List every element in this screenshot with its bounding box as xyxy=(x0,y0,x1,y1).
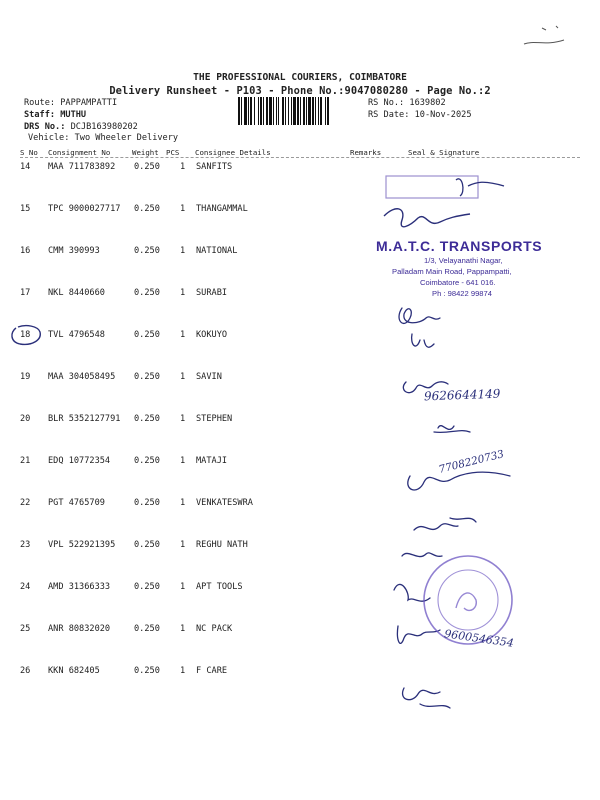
row-sno: 21 xyxy=(20,456,31,466)
row-weight: 0.250 xyxy=(134,372,160,382)
row-consignee: SANFITS xyxy=(196,162,233,172)
rs-date-label: RS Date: xyxy=(368,110,410,120)
stamp-name: M.A.T.C. TRANSPORTS xyxy=(376,238,543,254)
drs-line xyxy=(24,122,138,132)
drs-label: DRS No.: xyxy=(24,122,66,132)
row-consignee: APT TOOLS xyxy=(196,582,243,592)
handwritten-phone-2: 7708220733 xyxy=(437,448,506,476)
row-consignee: F CARE xyxy=(196,666,228,676)
row-weight: 0.250 xyxy=(134,456,160,466)
signature-strokes xyxy=(390,300,590,720)
row-consignment: VPL 522921395 xyxy=(48,540,116,550)
row-consignee: VENKATESWRA xyxy=(196,498,253,508)
row-weight: 0.250 xyxy=(134,162,160,172)
staff-value: MUTHU xyxy=(60,110,87,120)
header-divider xyxy=(20,157,580,158)
route-label: Route: xyxy=(24,98,56,108)
row-weight: 0.250 xyxy=(134,330,160,340)
circle-mark-icon xyxy=(10,324,44,346)
row-consignee: KOKUYO xyxy=(196,330,228,340)
row-weight: 0.250 xyxy=(134,540,160,550)
row-sno: 16 xyxy=(20,246,31,256)
stamp-line3: Coimbatore - 641 016. xyxy=(420,278,496,287)
row-pcs: 1 xyxy=(180,624,186,634)
row-weight: 0.250 xyxy=(134,414,160,424)
row-weight: 0.250 xyxy=(134,624,160,634)
row-pcs: 1 xyxy=(180,666,186,676)
handwritten-phone-3: 9600546354 xyxy=(443,627,515,650)
row-weight: 0.250 xyxy=(134,666,160,676)
row-weight: 0.250 xyxy=(134,204,160,214)
row-pcs: 1 xyxy=(180,456,186,466)
row-pcs: 1 xyxy=(180,204,186,214)
row-pcs: 1 xyxy=(180,288,186,298)
row-sno: 18 xyxy=(20,330,31,340)
row-consignment: TVL 4796548 xyxy=(48,330,105,340)
row-sno: 20 xyxy=(20,414,31,424)
route-value: PAPPAMPATTI xyxy=(60,98,118,108)
row-pcs: 1 xyxy=(180,582,186,592)
row-consignment: MAA 304058495 xyxy=(48,372,116,382)
row-sno: 25 xyxy=(20,624,31,634)
row-consignment: AMD 31366333 xyxy=(48,582,111,592)
company-title: THE PROFESSIONAL COURIERS, COIMBATORE xyxy=(193,72,407,83)
col-sno: S No xyxy=(20,148,38,157)
row-consignment: BLR 5352127791 xyxy=(48,414,121,424)
staff-line xyxy=(24,110,86,120)
row-consignee: SAVIN xyxy=(196,372,222,382)
row-sno: 17 xyxy=(20,288,31,298)
row-consignee: MATAJI xyxy=(196,456,228,466)
row-weight: 0.250 xyxy=(134,246,160,256)
vehicle-line xyxy=(28,133,178,143)
row-sno: 19 xyxy=(20,372,31,382)
rs-no-label: RS No.: xyxy=(368,98,405,108)
corner-scribble-icon xyxy=(520,22,570,52)
vehicle-label: Vehicle: xyxy=(28,133,70,143)
row-pcs: 1 xyxy=(180,372,186,382)
row-consignee: NC PACK xyxy=(196,624,233,634)
row-consignment: MAA 711783892 xyxy=(48,162,116,172)
row-consignment: NKL 8440660 xyxy=(48,288,105,298)
row-consignee: NATIONAL xyxy=(196,246,238,256)
row-pcs: 1 xyxy=(180,246,186,256)
row-sno: 26 xyxy=(20,666,31,676)
stamp-line1: 1/3, Velayanathi Nagar, xyxy=(424,256,503,265)
row-pcs: 1 xyxy=(180,414,186,424)
col-seal-signature: Seal & Signature xyxy=(408,148,480,157)
row-weight: 0.250 xyxy=(134,288,160,298)
row-sno: 15 xyxy=(20,204,31,214)
row-consignee: THANGAMMAL xyxy=(196,204,248,214)
row-weight: 0.250 xyxy=(134,498,160,508)
runsheet-subtitle: Delivery Runsheet - P103 - Phone No.:9047080280 - Page No.:2 xyxy=(109,85,491,97)
row-pcs: 1 xyxy=(180,162,186,172)
rs-no-value: 1639802 xyxy=(409,98,446,108)
col-consignment: Consignment No xyxy=(48,148,111,157)
row-consignment: EDQ 10772354 xyxy=(48,456,111,466)
row-weight: 0.250 xyxy=(134,582,160,592)
stamp-line2: Palladam Main Road, Pappampatti, xyxy=(392,267,512,276)
stamp-line4: Ph : 98422 99874 xyxy=(432,289,492,298)
handwritten-phone-1: 9626644149 xyxy=(423,386,501,404)
vehicle-value: Two Wheeler Delivery xyxy=(74,133,179,143)
col-remarks: Remarks xyxy=(350,148,382,157)
row-consignment: CMM 390993 xyxy=(48,246,100,256)
barcode xyxy=(238,97,366,125)
row-pcs: 1 xyxy=(180,330,186,340)
row-consignee: SURABI xyxy=(196,288,228,298)
col-weight: Weight xyxy=(132,148,159,157)
row-consignment: PGT 4765709 xyxy=(48,498,105,508)
col-consignee: Consignee Details xyxy=(195,148,271,157)
row-consignment: TPC 9000027717 xyxy=(48,204,121,214)
rs-date-value: 10-Nov-2025 xyxy=(414,110,472,120)
row-sno: 23 xyxy=(20,540,31,550)
row-sno: 22 xyxy=(20,498,31,508)
rs-no-line xyxy=(368,98,446,108)
row-pcs: 1 xyxy=(180,498,186,508)
route-line xyxy=(24,98,117,108)
row-pcs: 1 xyxy=(180,540,186,550)
row-consignment: KKN 682405 xyxy=(48,666,100,676)
rs-date-line xyxy=(368,110,472,120)
staff-label: Staff: xyxy=(24,110,56,120)
col-pcs: PCS xyxy=(166,148,180,157)
row-sno: 14 xyxy=(20,162,31,172)
drs-value: DCJB163980202 xyxy=(70,122,138,132)
row-consignee: STEPHEN xyxy=(196,414,233,424)
row-consignee: REGHU NATH xyxy=(196,540,248,550)
row-sno: 24 xyxy=(20,582,31,592)
row-consignment: ANR 80832020 xyxy=(48,624,111,634)
